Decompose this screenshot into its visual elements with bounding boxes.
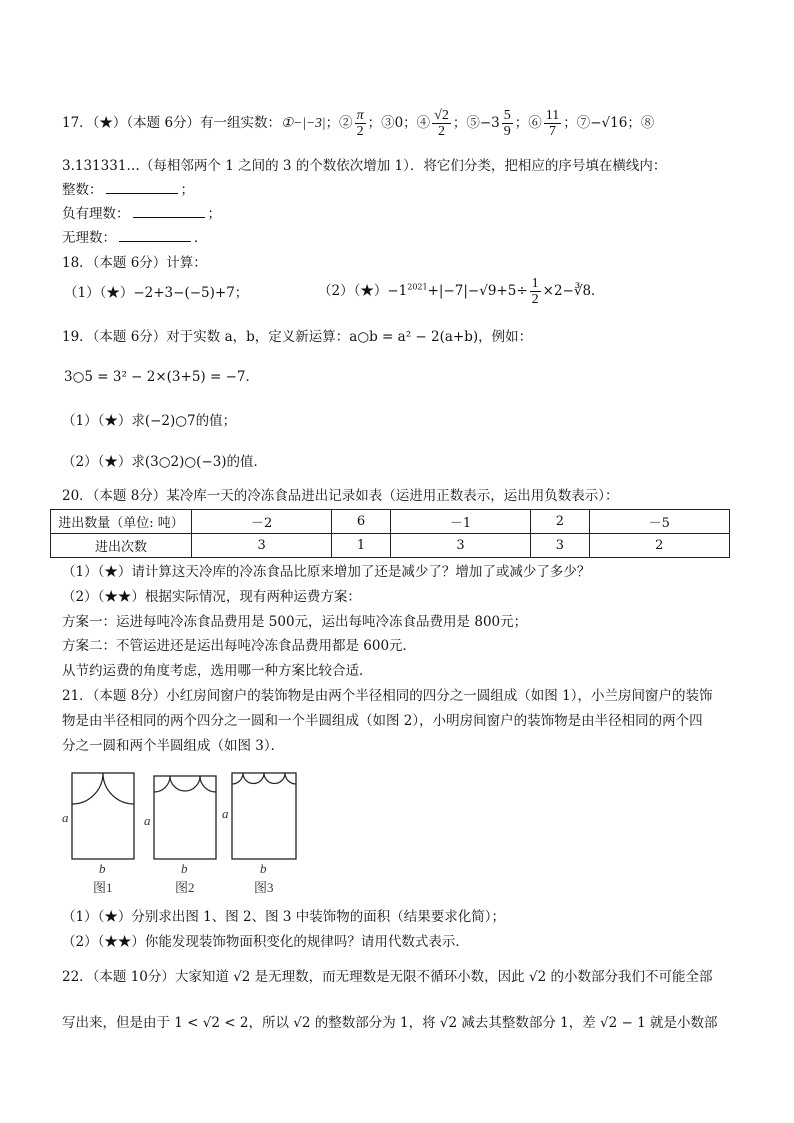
q17-cat-label: 无理数： xyxy=(62,230,116,246)
q21-p1: （1）（★）分别求出图 1、图 2、图 3 中装饰物的面积（结果要求化简）； xyxy=(62,909,506,925)
figure-1-label-a: a xyxy=(62,810,69,825)
figure-1-drawing xyxy=(60,770,140,865)
table-row xyxy=(51,510,730,534)
table-row xyxy=(51,534,730,558)
q19-p2: （2）（★）求(3○2)○(−3)的值． xyxy=(62,454,268,470)
q17-cat-integer xyxy=(62,180,194,200)
q18-head: 18．（本题 6分）计算： xyxy=(62,255,207,271)
q18-p2-pre: （2）（★）−1 xyxy=(318,283,408,299)
q17-item2-frac: $\frac{\pi}{2}$ xyxy=(356,108,364,139)
q17-item1: ①−|−3| xyxy=(281,115,326,130)
table-cell: 3 xyxy=(390,534,530,558)
q17-cat-end: ． xyxy=(194,230,208,246)
q17-item2-prefix: ；② xyxy=(325,115,353,131)
figure-2 xyxy=(142,770,222,895)
q17-item6-frac: $\frac{11}{7}$ xyxy=(545,108,560,139)
table-cell: －5 xyxy=(589,510,729,534)
figure-3-label-b: b xyxy=(260,861,267,876)
q21-line3: 分之一圆和两个半圆组成（如图 3）． xyxy=(62,738,285,754)
table-cell: 3 xyxy=(531,534,589,558)
q17-cat-label: 负有理数： xyxy=(62,206,130,222)
table-cell: 2 xyxy=(531,510,589,534)
q20-plan1: 方案一：运进每吨冷冻食品费用是 500元，运出每吨冷冻食品费用是 800元； xyxy=(62,614,528,630)
q21-line2: 物是由半径相同的两个四分之一圆和一个半圆组成（如图 2），小明房间窗户的装饰物是由半径相同的两个四 xyxy=(62,713,703,729)
figure-2-caption: 图2 xyxy=(175,880,195,895)
figure-3-drawing xyxy=(220,770,310,865)
q17-cat-neg-rational xyxy=(62,204,221,224)
table-cell: 3 xyxy=(192,534,332,558)
table-cell: 进出数量（单位: 吨） xyxy=(51,510,192,534)
q22-line2: 写出来，但是由于 1 < √2 < 2，所以 √2 的整数部分为 1，将 √2 减去其整数部分 1，差 √2 − 1 就是小数部 xyxy=(62,1015,718,1031)
q18-p2-mid: +|−7|−√9+5÷ xyxy=(427,283,528,299)
q18-p1: （1）（★）−2+3−(−5)+7； xyxy=(64,285,249,301)
q18-p2 xyxy=(318,276,605,307)
q17-item3: ；③0；④ xyxy=(367,115,431,131)
q17-cat-label: 整数： xyxy=(62,182,103,198)
answer-blank[interactable] xyxy=(106,180,178,194)
q17-line2: 3.131331…（每相邻两个 1 之间的 3 的个数依次增加 1）．将它们分类，把相应的序号填在横线内： xyxy=(62,158,667,174)
q17-line1 xyxy=(62,108,654,139)
q20-table xyxy=(50,509,730,558)
q19-p1: （1）（★）求(−2)○7的值； xyxy=(62,413,237,429)
figure-3-caption: 图3 xyxy=(254,880,274,895)
q21-line1: 21．（本题 8分）小红房间窗户的装饰物是由两个半径相同的四分之一圆组成（如图 1），小兰房间窗户的装饰 xyxy=(62,688,713,704)
figure-2-label-a: a xyxy=(144,813,151,828)
table-cell: 6 xyxy=(332,510,390,534)
q17-item5-frac: $\frac{5}{9}$ xyxy=(503,108,511,139)
q21-p2: （2）（★★）你能发现装饰物面积变化的规律吗？请用代数式表示． xyxy=(62,934,469,950)
q17-item5-prefix: ；⑤−3 xyxy=(452,115,500,131)
table-cell: －1 xyxy=(390,510,530,534)
q20-ask: 从节约运费的角度考虑，选用哪一种方案比较合适． xyxy=(62,663,373,679)
q20-head: 20．（本题 8分）某冷库一天的冷冻食品进出记录如表（运进用正数表示，运出用负数表示）： xyxy=(62,488,619,504)
q17-cat-end: ； xyxy=(180,182,194,198)
answer-blank[interactable] xyxy=(119,228,191,242)
q18-p2-end: ×2−∛8． xyxy=(542,283,605,299)
table-cell: －2 xyxy=(192,510,332,534)
q17-cat-end: ； xyxy=(207,206,221,222)
q20-plan2: 方案二：不管运进还是运出每吨冷冻食品费用都是 600元． xyxy=(62,638,417,654)
table-cell: 进出次数 xyxy=(51,534,192,558)
figure-1-caption: 图1 xyxy=(93,880,113,895)
figure-2-drawing xyxy=(142,770,222,865)
q18-p2-exp: 2021 xyxy=(407,282,428,292)
figure-3 xyxy=(220,770,310,895)
figure-1-label-b: b xyxy=(99,861,106,876)
q17-item4-frac: $\frac{√2}{2}$ xyxy=(434,108,449,139)
q17-item6-prefix: ；⑥ xyxy=(514,115,542,131)
q19-example: 3○5 = 3² − 2×(3+5) = −7． xyxy=(64,369,259,385)
q20-p2: （2）（★★）根据实际情况，现有两种运费方案： xyxy=(62,589,361,605)
q17-item7: ；⑦−√16；⑧ xyxy=(563,115,655,131)
q19-head: 19．（本题 6分）对于实数 a，b，定义新运算：a○b = a² − 2(a+b)，例如： xyxy=(62,329,533,345)
figure-3-label-a: a xyxy=(222,806,229,821)
q22-line1: 22．（本题 10分）大家知道 √2 是无理数，而无理数是无限不循环小数，因此 √2 的小数部分我们不可能全部 xyxy=(62,969,713,985)
answer-blank[interactable] xyxy=(133,204,205,218)
figure-1 xyxy=(60,770,140,895)
figure-2-label-b: b xyxy=(181,861,188,876)
q17-head: 17．（★）（本题 6分）有一组实数： xyxy=(62,115,282,131)
q20-p1: （1）（★）请计算这天冷库的冷冻食品比原来增加了还是减少了？增加了或减少了多少？ xyxy=(62,564,591,580)
q17-cat-irrational xyxy=(62,228,208,248)
q18-p2-frac: $\frac{1}{2}$ xyxy=(531,276,539,307)
table-cell: 2 xyxy=(589,534,729,558)
table-cell: 1 xyxy=(332,534,390,558)
